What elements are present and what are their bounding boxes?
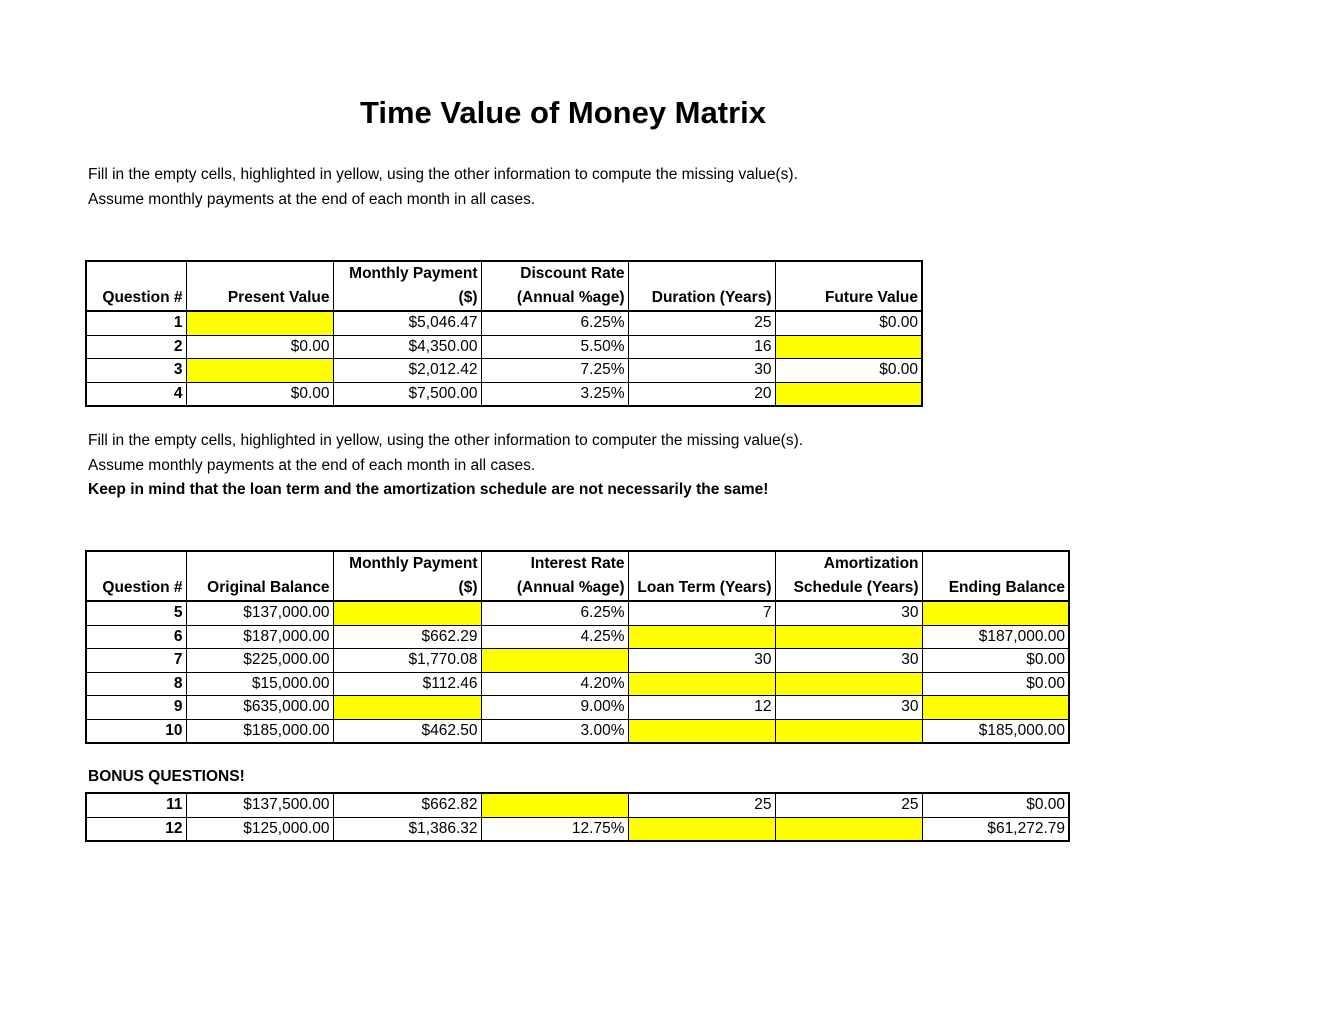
value-cell: $1,770.08 (333, 649, 481, 673)
answer-cell[interactable] (775, 382, 922, 406)
column-header (628, 261, 775, 311)
value-cell: 5.50% (481, 335, 628, 359)
column-header (333, 261, 481, 311)
answer-cell[interactable] (186, 359, 333, 383)
column-header (628, 551, 775, 601)
answer-cell[interactable] (186, 311, 333, 335)
column-header (481, 261, 628, 311)
question-number: 1 (86, 311, 186, 335)
value-cell: $2,012.42 (333, 359, 481, 383)
answer-cell[interactable] (775, 817, 922, 841)
question-number: 12 (86, 817, 186, 841)
instruction-line: Assume monthly payments at the end of each month in all cases. (88, 456, 536, 474)
answer-cell[interactable] (628, 719, 775, 743)
value-cell: 30 (775, 649, 922, 673)
value-cell: $137,500.00 (186, 793, 333, 817)
value-cell: 20 (628, 382, 775, 406)
question-number: 9 (86, 696, 186, 720)
answer-cell[interactable] (775, 625, 922, 649)
instruction-note: Keep in mind that the loan term and the amortization schedule are not necessarily the same! (88, 481, 769, 498)
question-number: 8 (86, 672, 186, 696)
header-line: Monthly Payment (349, 555, 478, 572)
value-cell: 16 (628, 335, 775, 359)
question-number: 5 (86, 601, 186, 625)
value-cell: $15,000.00 (186, 672, 333, 696)
header-line: Ending Balance (948, 579, 1065, 596)
table-row (86, 382, 922, 406)
column-header (333, 551, 481, 601)
answer-cell[interactable] (628, 672, 775, 696)
question-number: 7 (86, 649, 186, 673)
value-cell: $185,000.00 (922, 719, 1069, 743)
value-cell: 25 (775, 793, 922, 817)
value-cell: $1,386.32 (333, 817, 481, 841)
value-cell: $185,000.00 (186, 719, 333, 743)
header-line (90, 552, 183, 576)
page-title: Time Value of Money Matrix (360, 95, 766, 130)
tvm-table-1 (85, 260, 923, 407)
answer-cell[interactable] (628, 817, 775, 841)
answer-cell[interactable] (333, 696, 481, 720)
value-cell: $0.00 (922, 793, 1069, 817)
table-row (86, 672, 1069, 696)
instructions-2 (88, 429, 803, 503)
table-row (86, 817, 1069, 841)
header-line: Amortization (823, 555, 919, 572)
table-row (86, 649, 1069, 673)
value-cell: $0.00 (186, 335, 333, 359)
answer-cell[interactable] (333, 601, 481, 625)
header-line (190, 262, 330, 286)
answer-cell[interactable] (922, 696, 1069, 720)
header-line: Monthly Payment (349, 265, 478, 282)
table-row (86, 625, 1069, 649)
value-cell: 30 (628, 359, 775, 383)
value-cell: $125,000.00 (186, 817, 333, 841)
value-cell: $0.00 (922, 649, 1069, 673)
column-header (186, 551, 333, 601)
column-header (86, 261, 186, 311)
value-cell: $7,500.00 (333, 382, 481, 406)
question-number: 3 (86, 359, 186, 383)
value-cell: 4.20% (481, 672, 628, 696)
question-number: 2 (86, 335, 186, 359)
header-line: ($) (458, 289, 478, 306)
bonus-table (85, 792, 1070, 842)
value-cell: 12 (628, 696, 775, 720)
header-line: (Annual %age) (516, 579, 625, 596)
answer-cell[interactable] (628, 625, 775, 649)
value-cell: $662.82 (333, 793, 481, 817)
table2-header-row (86, 551, 1069, 601)
value-cell: $137,000.00 (186, 601, 333, 625)
column-header (86, 551, 186, 601)
loan-table-2 (85, 550, 1070, 744)
table-row (86, 719, 1069, 743)
column-header (186, 261, 333, 311)
value-cell: 3.25% (481, 382, 628, 406)
value-cell: 30 (628, 649, 775, 673)
header-line: Discount Rate (520, 265, 625, 282)
header-line: Interest Rate (530, 555, 625, 572)
question-number: 6 (86, 625, 186, 649)
value-cell: $462.50 (333, 719, 481, 743)
header-line: Present Value (227, 289, 330, 306)
instruction-line: Assume monthly payments at the end of each month in all cases. (88, 190, 536, 208)
value-cell: $0.00 (775, 359, 922, 383)
question-number: 11 (86, 793, 186, 817)
column-header (775, 551, 922, 601)
header-line (632, 262, 772, 286)
value-cell: $635,000.00 (186, 696, 333, 720)
bonus-label: BONUS QUESTIONS! (88, 768, 245, 785)
answer-cell[interactable] (775, 335, 922, 359)
value-cell: 12.75% (481, 817, 628, 841)
value-cell: $112.46 (333, 672, 481, 696)
value-cell: $187,000.00 (922, 625, 1069, 649)
value-cell: $187,000.00 (186, 625, 333, 649)
header-line: Loan Term (Years) (637, 579, 772, 596)
value-cell: $4,350.00 (333, 335, 481, 359)
instruction-line: Fill in the empty cells, highlighted in yellow, using the other information to computer the missing value(s). (88, 432, 804, 449)
value-cell: $5,046.47 (333, 311, 481, 335)
header-line (632, 552, 772, 576)
table-row (86, 696, 1069, 720)
table1-header-row (86, 261, 922, 311)
instruction-line: Fill in the empty cells, highlighted in yellow, using the other information to compute the missing value(s). (88, 166, 798, 183)
header-line (90, 262, 183, 286)
value-cell: 30 (775, 601, 922, 625)
header-line: Duration (Years) (651, 289, 772, 306)
value-cell: 6.25% (481, 601, 628, 625)
table-row (86, 359, 922, 383)
value-cell: $0.00 (775, 311, 922, 335)
header-line: ($) (458, 579, 478, 596)
answer-cell[interactable] (922, 601, 1069, 625)
header-line: (Annual %age) (516, 289, 625, 306)
header-line (190, 552, 330, 576)
value-cell: $225,000.00 (186, 649, 333, 673)
table-row (86, 311, 922, 335)
value-cell: $662.29 (333, 625, 481, 649)
header-line: Future Value (824, 289, 918, 306)
value-cell: 25 (628, 311, 775, 335)
column-header (775, 261, 922, 311)
answer-cell[interactable] (775, 672, 922, 696)
answer-cell[interactable] (481, 793, 628, 817)
header-line: Question # (102, 289, 183, 306)
value-cell: 6.25% (481, 311, 628, 335)
question-number: 10 (86, 719, 186, 743)
value-cell: 25 (628, 793, 775, 817)
column-header (922, 551, 1069, 601)
header-line (926, 552, 1066, 576)
answer-cell[interactable] (481, 649, 628, 673)
value-cell: 7.25% (481, 359, 628, 383)
value-cell: $61,272.79 (922, 817, 1069, 841)
column-header (481, 551, 628, 601)
value-cell: $0.00 (922, 672, 1069, 696)
question-number: 4 (86, 382, 186, 406)
answer-cell[interactable] (775, 719, 922, 743)
value-cell: 3.00% (481, 719, 628, 743)
instructions-1 (88, 163, 798, 212)
value-cell: 9.00% (481, 696, 628, 720)
header-line: Question # (102, 579, 183, 596)
value-cell: 7 (628, 601, 775, 625)
table-row (86, 793, 1069, 817)
header-line (779, 262, 919, 286)
value-cell: 4.25% (481, 625, 628, 649)
table-row (86, 335, 922, 359)
header-line: Original Balance (207, 579, 330, 596)
value-cell: $0.00 (186, 382, 333, 406)
header-line: Schedule (Years) (793, 579, 919, 596)
table-row (86, 601, 1069, 625)
value-cell: 30 (775, 696, 922, 720)
